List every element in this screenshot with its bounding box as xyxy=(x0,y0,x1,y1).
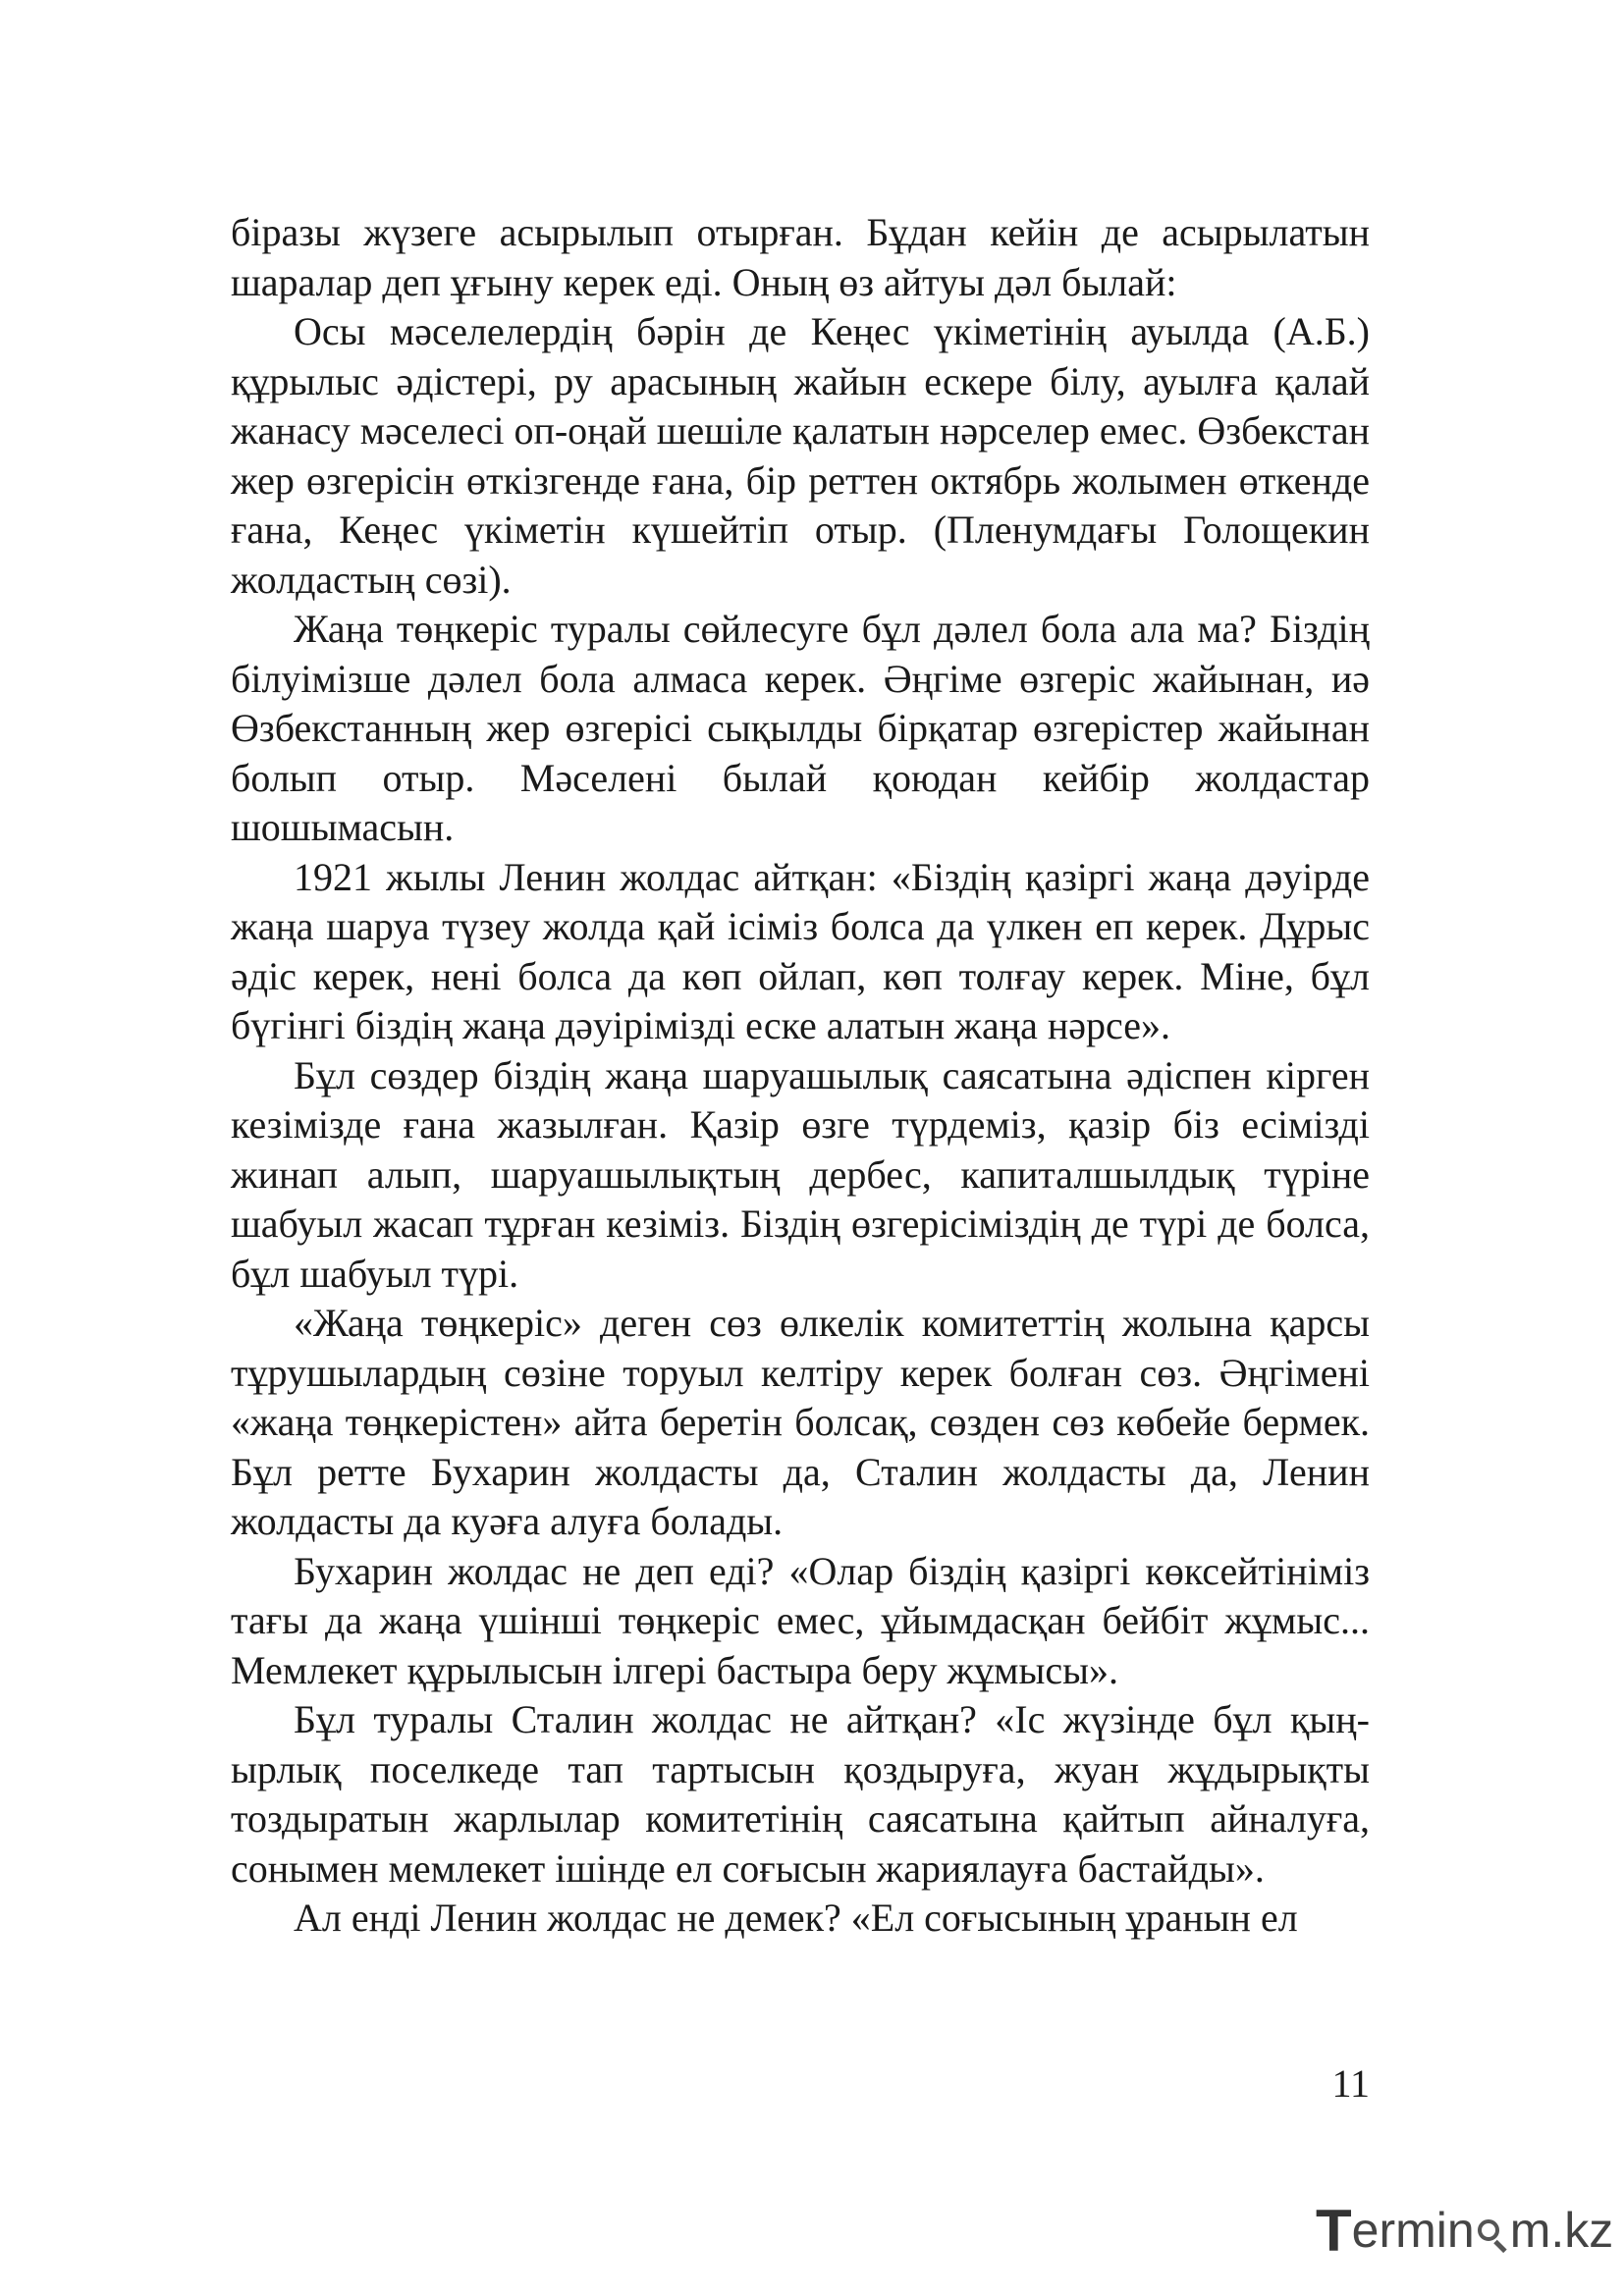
paragraph-9: Ал енді Ленин жолдас не демек? «Ел соғысының ұранын ел xyxy=(294,1896,1298,1940)
paragraph-8: Бұл туралы Сталин жолдас не айтқан? «Іс жүзінде бұл қыңырлық поселкеде тап тартысын қоздыруға, жуан жұдырықты тоздыратын жарлылар комитетінің саясатына қайтып айналуға, сонымен мемлекет ішінде ел соғысын жариялауға бастайды». xyxy=(231,1697,1370,1891)
termincom-watermark xyxy=(1316,2199,1613,2262)
watermark-first-letter: T xyxy=(1316,2197,1352,2264)
paragraph-7: Бухарин жолдас не деп еді? «Олар біздің қазіргі көксейтініміз тағы да жаңа үшінші төңкеріс емес, ұйымдасқан бейбіт жұмыс... Мемлекет құрылысын ілгері бастыра беру жұмысы». xyxy=(231,1548,1370,1692)
paragraph-5: Бұл сөздер біздің жаңа шаруашылық саясатына әдіспен кірген кезімізде ғана жазылған. Қазір өзге түрдеміз, қазір біз есімізді жинап алып, шаруашылықтың дербес, капиталшылдық түріне шабуыл жасап тұрған кезіміз. Біздің өзгерісіміздің де түрі де болса, бұл шабуыл түрі. xyxy=(231,1052,1370,1296)
magnifier-icon xyxy=(1476,2210,1509,2251)
paragraph-3: Жаңа төңкеріс туралы сөйлесуге бұл дәлел бола ала ма? Біздің білуімізше дәлел бола алмаса керек. Әңгіме өзгеріс жайынан, иә Өзбекстанның жер өзгерісі сықылды бірқатар өзгерістер жайынан болып отыр. Мәселені былай қоюдан кейбір жолдастар шошымасын. xyxy=(231,607,1370,849)
page-number: 11 xyxy=(1331,2061,1370,2106)
page-body xyxy=(231,208,1370,1944)
paragraph-6: «Жаңа төңкеріс» деген сөз өлкелік комитеттің жолына қарсы тұрушылардың сөзіне торуыл келтіру керек болған сөз. Әңгімені «жаңа төңкерістен» айта беретін болсақ, сөзден сөз көбейе бермек. Бұл ретте Бухарин жолдасты да, Сталин жолдасты да, Ленин жолдасты да куәға алуға болады. xyxy=(231,1301,1370,1543)
watermark-text-part1: ermin xyxy=(1351,2203,1475,2258)
paragraph-4: 1921 жылы Ленин жолдас айтқан: «Біздің қазіргі жаңа дәуірде жаңа шаруа түзеу жолда қай ісіміз болса да үлкен еп керек. Дұрыс әдіс керек, нені болса да көп ойлап, көп толғау керек. Міне, бұл бүгінгі біздің жаңа дәуіріміздi еске алатын жаңа нәрсе». xyxy=(231,854,1370,1047)
watermark-text-part2: m.kz xyxy=(1509,2203,1614,2258)
paragraph-1: біразы жүзеге асырылып отырған. Бұдан кейін де асырылатын шаралар деп ұғыну керек еді. Оның өз айтуы дәл былай: xyxy=(231,210,1370,304)
paragraph-2: Осы мәселелердің бәрін де Кеңес үкіметінің ауылда (А.Б.) құрылыс әдістері, ру арасының жайын ескере білу, ауылға қалай жанасу мәселесі оп-оңай шешіле қалатын нәрселер емес. Өзбекстан жер өзгерісін өткізгенде ғана, бір реттен октябрь жолымен өткенде ғана, Кеңес үкіметін күшейтіп отыр. (Пленумдағы Голощекин жолдастың сөзі). xyxy=(231,309,1370,602)
